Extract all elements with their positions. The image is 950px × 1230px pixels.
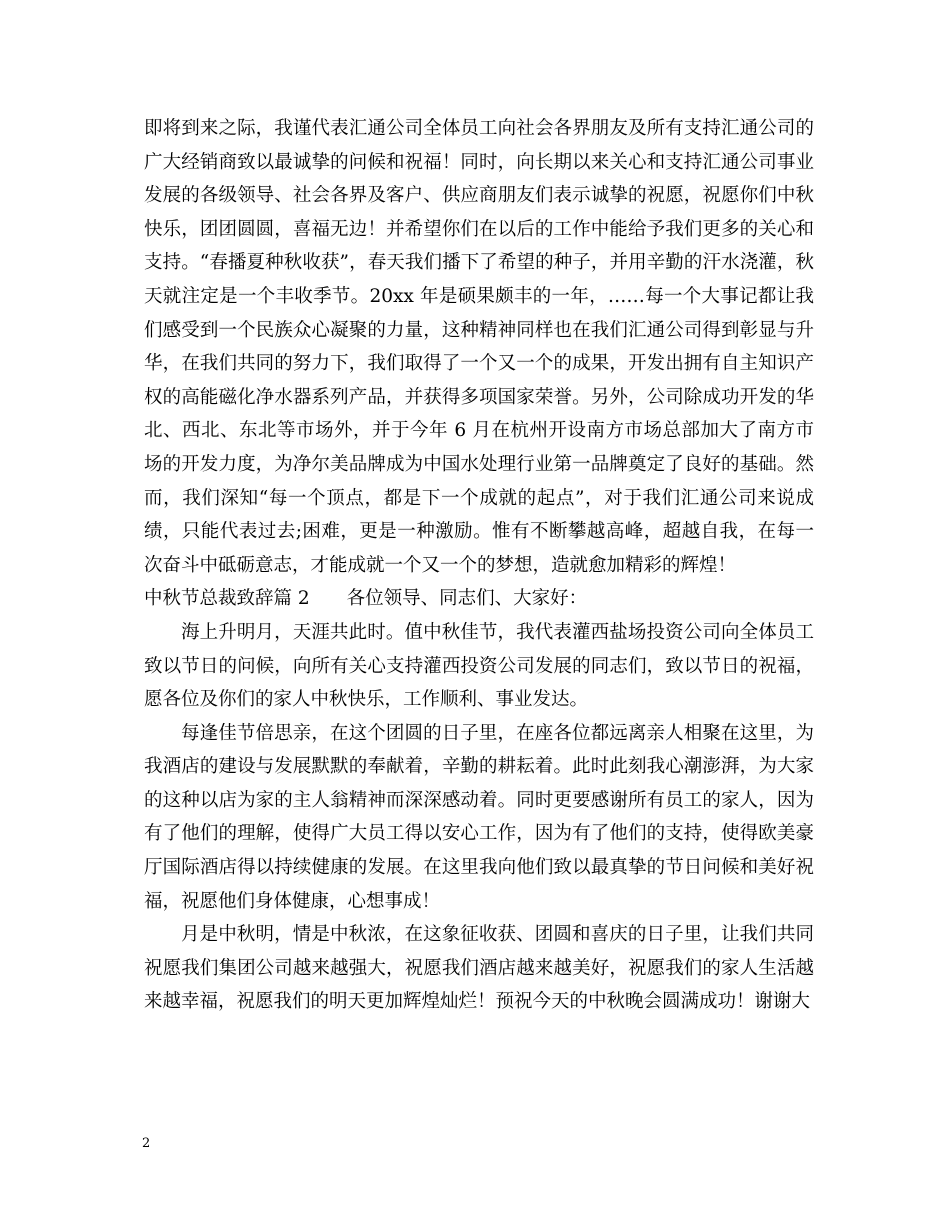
document-body bbox=[144, 112, 814, 1019]
paragraph-wishes: 月是中秋明，情是中秋浓，在这象征收获、团圆和喜庆的日子里，让我们共同祝愿我们集团公司越来越强大，祝愿我们酒店越来越美好，祝愿我们的家人生活越来越幸福，祝愿我们的明天更加辉煌灿烂！预祝今天的中秋晚会圆满成功！谢谢大 bbox=[144, 924, 814, 1013]
section-heading: 中秋节总裁致辞篇 2 各位领导、同志们、大家好： bbox=[144, 588, 588, 610]
paragraph-opening: 即将到来之际，我谨代表汇通公司全体员工向社会各界朋友及所有支持汇通公司的广大经销商致以最诚挚的问候和祝福！同时，向长期以来关心和支持汇通公司事业发展的各级领导、社会各界及客户、供应商朋友们表示诚挚的祝愿，祝愿你们中秋快乐，团团圆圆，喜福无边！并希望你们在以后的工作中能给予我们更多的关心和支持。“春播夏种秋收获”，春天我们播下了希望的种子，并用辛勤的汗水浇灌，秋天就注定是一个丰收季节。20xx 年是硕果颇丰的一年，……每一个大事记都让我们感受到一个民族众心凝聚的力量，这种精神同样也在我们汇通公司得到彰显与升华，在我们共同的努力下，我们取得了一个又一个的成果，开发出拥有自主知识产权的高能磁化净水器系列产品，并获得多项国家荣誉。另外，公司除成功开发的华北、西北、东北等市场外，并于今年 6 月在杭州开设南方市场总部加大了南方市场的开发力度，为净尔美品牌成为中国水处理行业第一品牌奠定了良好的基础。然而，我们深知“每一个顶点，都是下一个成就的起点”，对于我们汇通公司来说成绩，只能代表过去;困难，更是一种激励。惟有不断攀越高峰，超越自我，在每一次奋斗中砥砺意志，才能成就一个又一个的梦想，造就愈加精彩的辉煌！ bbox=[144, 118, 814, 576]
paragraph-gratitude: 每逢佳节倍思亲，在这个团圆的日子里，在座各位都远离亲人相聚在这里，为我酒店的建设与发展默默的奉献着，辛勤的耕耘着。此时此刻我心潮澎湃，为大家的这种以店为家的主人翁精神而深深感动着。同时更要感谢所有员工的家人，因为有了他们的理解，使得广大员工得以安心工作，因为有了他们的支持，使得欧美豪厅国际酒店得以持续健康的发展。在这里我向他们致以最真挚的节日问候和美好祝福，祝愿他们身体健康，心想事成！ bbox=[144, 722, 814, 912]
paragraph-greeting: 海上升明月，天涯共此时。值中秋佳节，我代表灌西盐场投资公司向全体员工致以节日的问候，向所有关心支持灌西投资公司发展的同志们，致以节日的祝福，愿各位及你们的家人中秋快乐，工作顺利、事业发达。 bbox=[144, 621, 814, 711]
page-number: 2 bbox=[142, 1136, 151, 1151]
